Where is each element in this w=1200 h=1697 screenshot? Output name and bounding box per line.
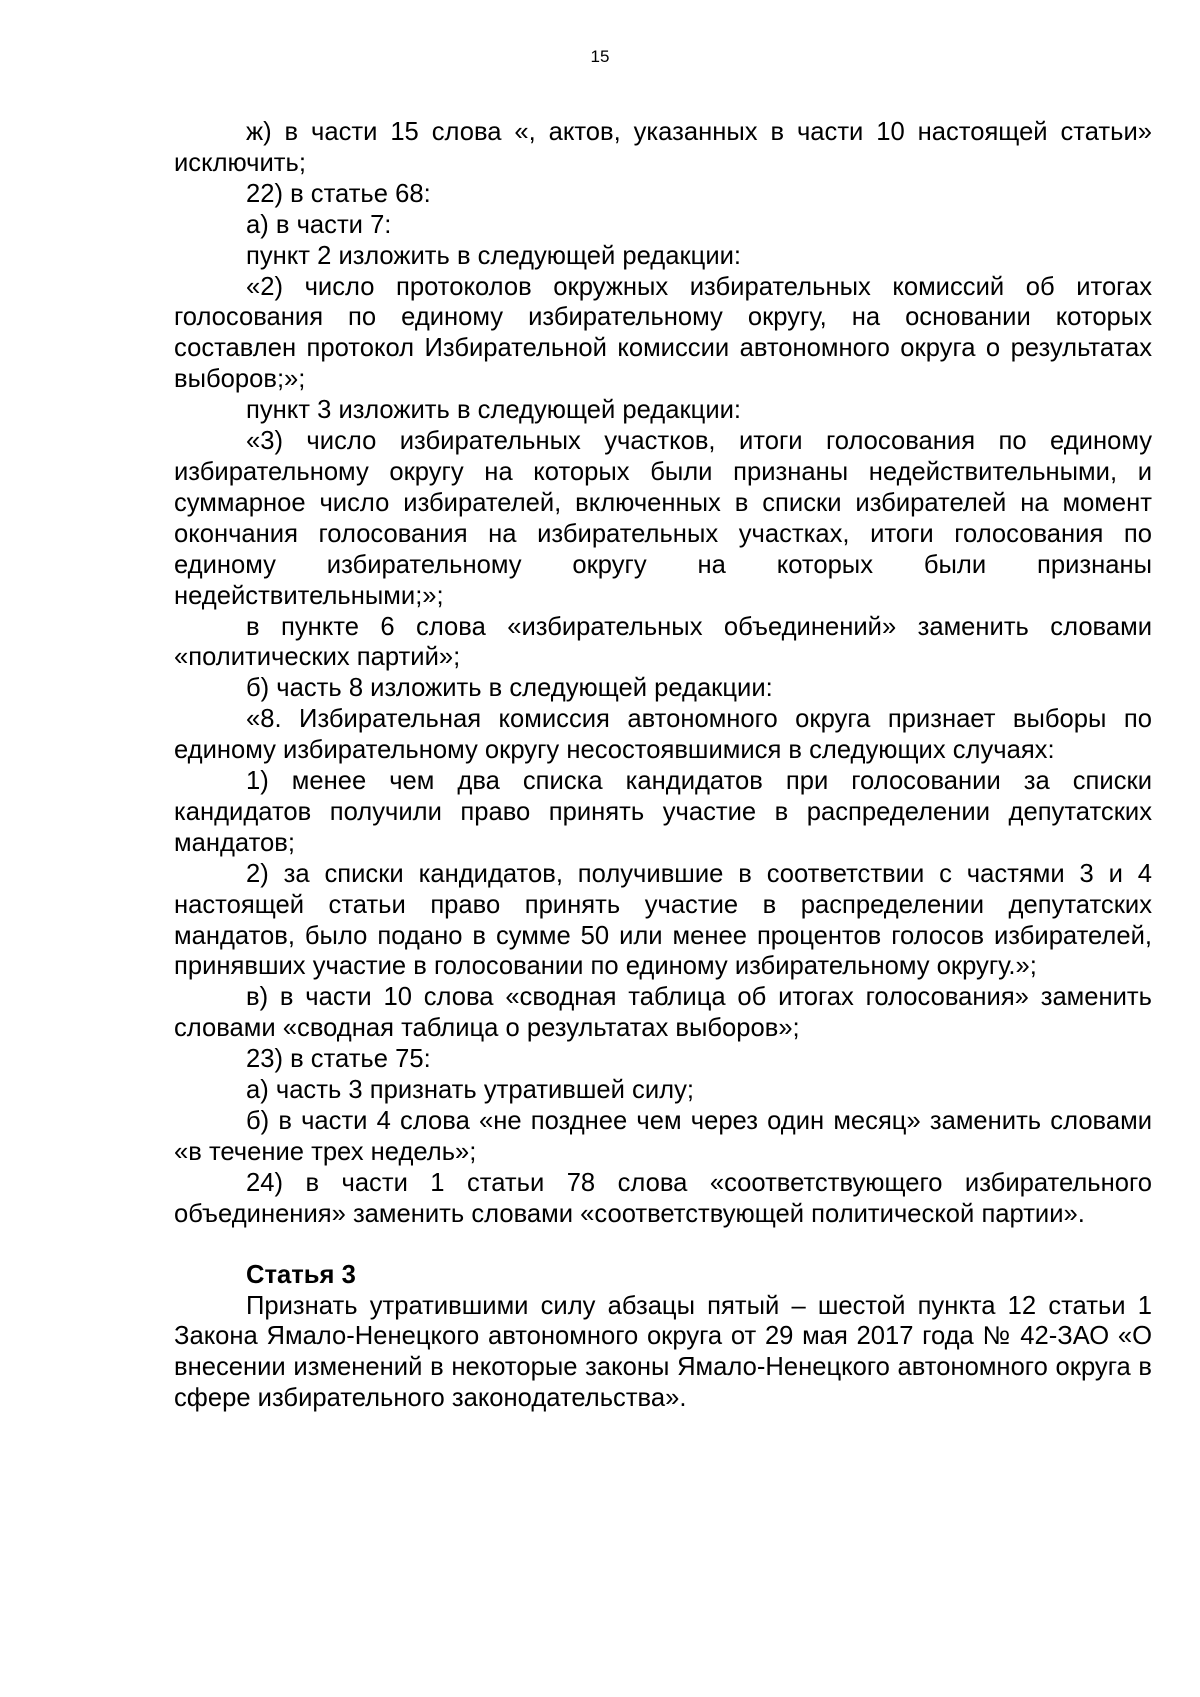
paragraph: «2) число протоколов окружных избирательных комиссий об итогах голосования по единому избирательному округу, на основании которых составлен протокол Избирательной комиссии автономного округа о результатах выборов;»; [174, 272, 1152, 394]
paragraph: б) в части 4 слова «не позднее чем через один месяц» заменить словами «в течение трех недель»; [174, 1107, 1152, 1166]
paragraph: в пункте 6 слова «избирательных объединений» заменить словами «политических партий»; [174, 612, 1152, 672]
paragraph: а) в части 7: [246, 210, 392, 239]
article-heading: Статья 3 [246, 1260, 356, 1289]
paragraph: 1) менее чем два списка кандидатов при голосовании за списки кандидатов получили право принять участие в распределении депутатских мандатов; [174, 767, 1152, 857]
paragraph: в) в части 10 слова «сводная таблица об итогах голосования» заменить словами «сводная таблица о результатах выборов»; [174, 983, 1152, 1043]
paragraph: 2) за списки кандидатов, получившие в соответствии с частями 3 и 4 настоящей статьи право принять участие в распределении депутатских мандатов, было подано в сумме 50 или менее процентов голосов избирателей, принявших участие в голосовании по единому избирательному округу.»; [174, 859, 1152, 981]
paragraph: ж) в части 15 слова «, актов, указанных в части 10 настоящей статьи» исключить; [174, 118, 1152, 177]
article-paragraph: Признать утратившими силу абзацы пятый – шестой пункта 12 статьи 1 Закона Ямало-Ненецкого автономного округа от 29 мая 2017 года № 42-ЗАО «О внесении изменений в некоторые законы Ямало-Ненецкого автономного округа в сфере избирательного законодательства». [174, 1291, 1152, 1413]
paragraph: 24) в части 1 статьи 78 слова «соответствующего избирательного объединения» заменить словами «соответствующей политической партии». [174, 1168, 1152, 1228]
paragraph: а) часть 3 признать утратившей силу; [246, 1076, 694, 1105]
document-body [174, 117, 1152, 1414]
paragraph: «3) число избирательных участков, итоги голосования по единому избирательному округу на которых были признаны недействительными, и суммарное число избирателей, включенных в списки избирателей на момент окончания голосования на избирательных участках, итоги голосования по единому избирательному округу на которых были признаны недействительными;»; [174, 427, 1152, 610]
paragraph: 23) в статье 75: [246, 1045, 431, 1074]
paragraph: пункт 3 изложить в следующей редакции: [246, 396, 742, 425]
paragraph: пункт 2 изложить в следующей редакции: [246, 241, 742, 270]
paragraph: «8. Избирательная комиссия автономного округа признает выборы по единому избирательному округу несостоявшимися в следующих случаях: [174, 705, 1152, 765]
paragraph: 22) в статье 68: [246, 179, 431, 208]
page-number: 15 [590, 47, 610, 66]
paragraph: б) часть 8 изложить в следующей редакции: [246, 674, 773, 703]
